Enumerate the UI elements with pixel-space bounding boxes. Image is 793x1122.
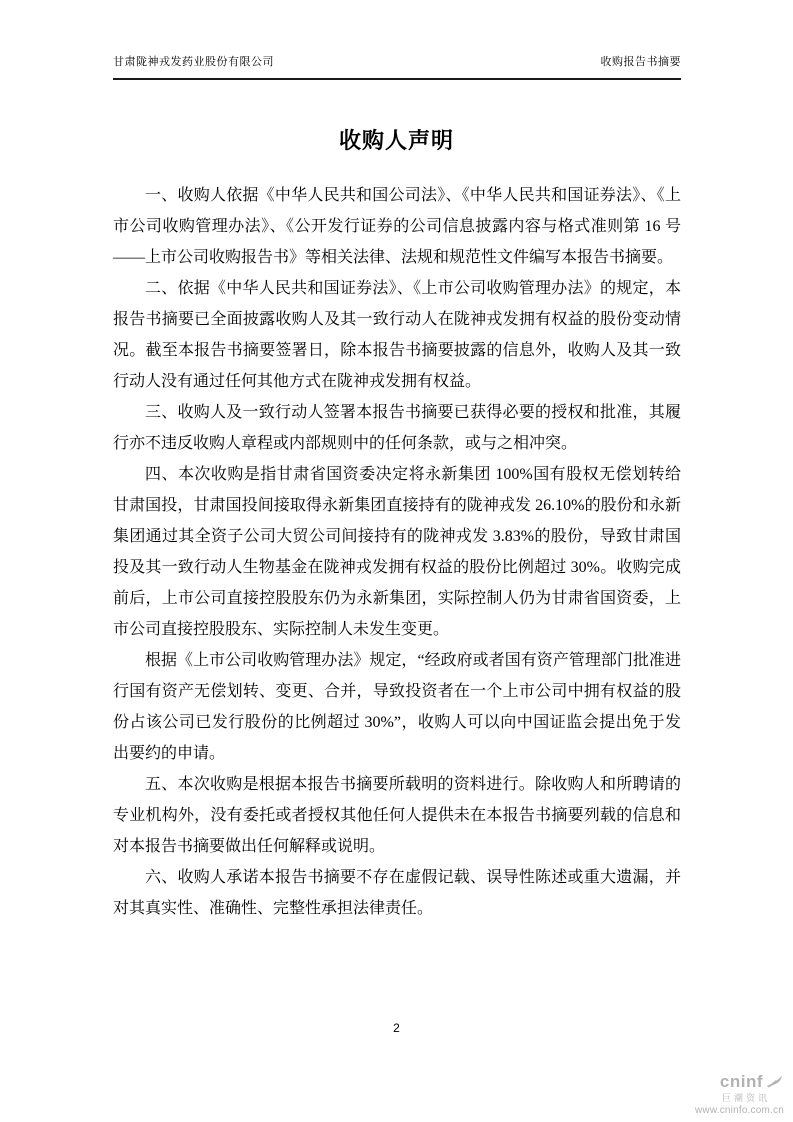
document-body [113, 180, 681, 924]
paragraph-2: 二、依据《中华人民共和国证券法》、《上市公司收购管理办法》的规定，本报告书摘要已全面披露收购人及其一致行动人在陇神戎发拥有权益的股份变动情况。截至本报告书摘要签署日，除本报告书摘要披露的信息外，收购人及其一致行动人没有通过任何其他方式在陇神戎发拥有权益。 [113, 280, 681, 390]
paragraph-5: 根据《上市公司收购管理办法》规定，“经政府或者国有资产管理部门批准进行国有资产无偿划转、变更、合并，导致投资者在一个上市公司中拥有权益的股份占该公司已发行股份的比例超过 30%”，收购人可以向中国证监会提出免于发出要约的申请。 [113, 652, 681, 762]
paragraph-3: 三、收购人及一致行动人签署本报告书摘要已获得必要的授权和批准，其履行亦不违反收购人章程或内部规则中的任何条款，或与之相冲突。 [113, 404, 681, 452]
header-company-name: 甘肃陇神戎发药业股份有限公司 [113, 56, 274, 68]
paragraph-7: 六、收购人承诺本报告书摘要不存在虚假记载、误导性陈述或重大遗漏，并对其真实性、准确性、完整性承担法律责任。 [113, 869, 681, 917]
paragraph-6: 五、本次收购是根据本报告书摘要所载明的资料进行。除收购人和所聘请的专业机构外，没有委托或者授权其他任何人提供未在本报告书摘要列载的信息和对本报告书摘要做出任何解释或说明。 [113, 776, 681, 855]
paragraph-1: 一、收购人依据《中华人民共和国公司法》、《中华人民共和国证券法》、《上市公司收购管理办法》、《公开发行证券的公司信息披露内容与格式准则第 16 号——上市公司收购报告书》等相关法律、法规和规范性文件编写本报告书摘要。 [113, 187, 681, 266]
cninfo-chinese-name: 巨潮资讯 [721, 1092, 770, 1103]
paragraph-4: 四、本次收购是指甘肃省国资委决定将永新集团 100%国有股权无偿划转给甘肃国投，甘肃国投间接取得永新集团直接持有的陇神戎发 26.10%的股份和永新集团通过其全资子公司大贸公司间接持有的陇神戎发 3.83%的股份，导致甘肃国投及其一致行动人生物基金在陇神戎发拥有权益的股份比例超过 30%。收购完成前后，上市公司直接控股股东仍为永新集团，实际控制人仍为甘肃省国资委，上市公司直接控股股东、实际控制人未发生变更。 [113, 466, 681, 638]
cninfo-logo [664, 1072, 788, 1116]
page-number: 2 [393, 1021, 400, 1035]
cninfo-swirl-icon [765, 1072, 784, 1091]
section-title: 收购人声明 [338, 128, 454, 153]
page-header [113, 53, 681, 80]
cninfo-url: www.cninfo.com.cn [695, 1104, 784, 1116]
header-doc-type: 收购报告书摘要 [600, 56, 681, 68]
cninfo-brand-text: cninf [719, 1072, 763, 1091]
